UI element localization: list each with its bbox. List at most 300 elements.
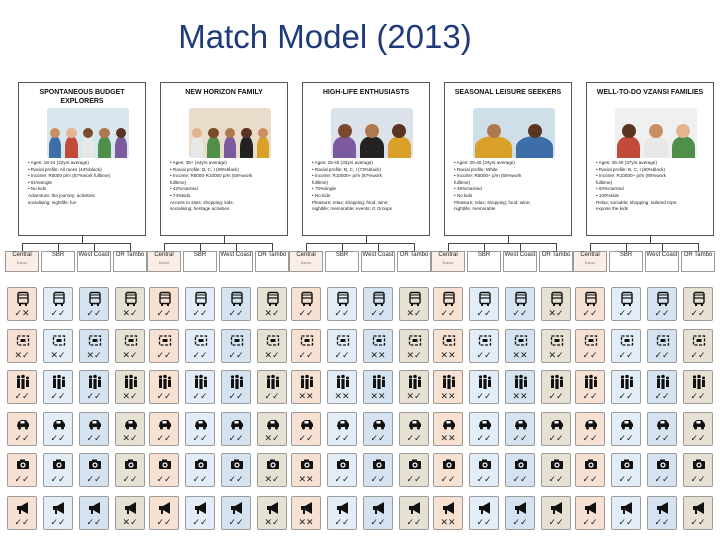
segment-photo bbox=[331, 108, 413, 158]
profile-line: fulltime) bbox=[170, 179, 187, 185]
column-header bbox=[361, 251, 395, 272]
column-header-sublabel: Karoo bbox=[584, 260, 596, 265]
connector-line bbox=[484, 243, 485, 251]
person-head bbox=[392, 124, 406, 138]
match-mark: ✓✓ bbox=[618, 518, 634, 528]
match-mark: ✕✕ bbox=[370, 392, 386, 402]
match-cell bbox=[399, 287, 429, 321]
match-cell bbox=[79, 329, 109, 363]
match-cell bbox=[469, 370, 499, 404]
column-header bbox=[113, 251, 147, 272]
camera-icon bbox=[194, 457, 208, 473]
match-mark: ✓✓ bbox=[654, 434, 670, 444]
match-cell bbox=[541, 370, 571, 404]
bus-icon bbox=[584, 291, 598, 307]
match-mark: ✓✓ bbox=[192, 434, 208, 444]
connector-line bbox=[164, 243, 165, 251]
person-head bbox=[365, 124, 379, 138]
match-mark: ✓✓ bbox=[582, 518, 598, 528]
column-header-label: West Coast bbox=[646, 252, 678, 258]
match-cell bbox=[399, 370, 429, 404]
profile-line: • 70%single bbox=[312, 186, 337, 192]
megaphone-icon bbox=[52, 500, 66, 516]
match-cell bbox=[433, 287, 463, 321]
segment-title: NEW HORIZON FAMILY bbox=[185, 89, 263, 96]
match-cell bbox=[327, 370, 357, 404]
person-head bbox=[192, 128, 202, 138]
family-icon bbox=[124, 374, 138, 390]
person-head bbox=[676, 124, 690, 138]
car-icon bbox=[408, 416, 422, 432]
match-mark: ✓✓ bbox=[14, 475, 30, 485]
match-mark: ✓✓ bbox=[618, 475, 634, 485]
match-mark: ✕✓ bbox=[548, 351, 564, 361]
column-header bbox=[573, 251, 607, 272]
segment-photo bbox=[473, 108, 555, 158]
person-figure bbox=[475, 136, 512, 158]
match-cell bbox=[291, 370, 321, 404]
match-mark: ✓✓ bbox=[228, 392, 244, 402]
match-mark: ✓✓ bbox=[440, 475, 456, 485]
match-cell bbox=[7, 287, 37, 321]
match-cell bbox=[505, 287, 535, 321]
column-header-sublabel: Karoo bbox=[300, 260, 312, 265]
match-mark: ✕✓ bbox=[122, 309, 138, 319]
connector-line bbox=[448, 243, 449, 251]
match-mark: ✕✓ bbox=[406, 392, 422, 402]
profile-line: • Income: R5000-R10000 p/m (55%work bbox=[170, 173, 253, 179]
connector-line bbox=[236, 243, 237, 251]
accommodation-icon bbox=[550, 333, 564, 349]
camera-icon bbox=[514, 457, 528, 473]
match-mark: ✓✓ bbox=[192, 309, 208, 319]
match-cell bbox=[611, 287, 641, 321]
match-cell bbox=[149, 496, 179, 530]
match-cell bbox=[221, 453, 251, 487]
match-cell bbox=[221, 329, 251, 363]
connector-line bbox=[366, 236, 367, 243]
profile-line: • 60%married bbox=[596, 186, 624, 192]
connector-line bbox=[224, 236, 225, 243]
match-mark: ✓✓ bbox=[548, 475, 564, 485]
connector-line bbox=[342, 243, 343, 251]
match-cell bbox=[363, 412, 393, 446]
connector-line bbox=[22, 243, 23, 251]
car-icon bbox=[584, 416, 598, 432]
camera-icon bbox=[300, 457, 314, 473]
connector-line bbox=[590, 243, 698, 244]
match-mark: ✕✕ bbox=[334, 392, 350, 402]
profile-line: Pleasure; relax; shopping; food; wine; bbox=[454, 199, 531, 205]
match-mark: ✕✓ bbox=[264, 309, 280, 319]
family-icon bbox=[194, 374, 208, 390]
match-mark: ✕✕ bbox=[440, 351, 456, 361]
family-icon bbox=[692, 374, 706, 390]
match-cell bbox=[611, 370, 641, 404]
match-cell bbox=[433, 453, 463, 487]
column-header bbox=[5, 251, 39, 272]
profile-line: Access to sites; shopping; kids; bbox=[170, 199, 234, 205]
accommodation-icon bbox=[52, 333, 66, 349]
segment-card bbox=[18, 82, 146, 236]
match-mark: ✓✓ bbox=[618, 351, 634, 361]
camera-icon bbox=[52, 457, 66, 473]
bus-icon bbox=[194, 291, 208, 307]
match-mark: ✕✓ bbox=[264, 351, 280, 361]
match-cell bbox=[43, 496, 73, 530]
accommodation-icon bbox=[88, 333, 102, 349]
column-header-label: OR Tambo bbox=[257, 252, 287, 258]
profile-line: • 100%kids bbox=[596, 192, 619, 198]
person-head bbox=[208, 128, 218, 138]
person-figure bbox=[65, 136, 77, 158]
family-icon bbox=[442, 374, 456, 390]
person-figure bbox=[115, 136, 127, 158]
column-header-label: SBR bbox=[335, 252, 349, 258]
segment-card bbox=[302, 82, 430, 236]
accommodation-icon bbox=[514, 333, 528, 349]
column-header-sublabel: Karoo bbox=[16, 260, 28, 265]
column-header-sublabel: Karoo bbox=[442, 260, 454, 265]
match-cell bbox=[43, 329, 73, 363]
match-cell bbox=[79, 287, 109, 321]
match-cell bbox=[43, 370, 73, 404]
column-header bbox=[431, 251, 465, 272]
match-cell bbox=[291, 329, 321, 363]
column-header bbox=[467, 251, 501, 272]
profile-line: • Ages: 35+ (44yrs average) bbox=[170, 160, 227, 165]
match-cell bbox=[433, 412, 463, 446]
match-mark: ✕✕ bbox=[512, 351, 528, 361]
match-mark: ✕✓ bbox=[264, 475, 280, 485]
connector-line bbox=[590, 243, 591, 251]
bus-icon bbox=[230, 291, 244, 307]
accommodation-icon bbox=[194, 333, 208, 349]
profile-line: nightlife; memorable; events; G Groups bbox=[312, 206, 392, 212]
match-mark: ✓✓ bbox=[654, 309, 670, 319]
match-cell bbox=[363, 287, 393, 321]
match-mark: ✓✓ bbox=[86, 434, 102, 444]
match-cell bbox=[115, 496, 145, 530]
match-cell bbox=[363, 453, 393, 487]
accommodation-icon bbox=[478, 333, 492, 349]
match-cell bbox=[257, 370, 287, 404]
column-header-label: Central bbox=[296, 252, 316, 258]
bus-icon bbox=[52, 291, 66, 307]
match-mark: ✓✓ bbox=[654, 475, 670, 485]
accommodation-icon bbox=[266, 333, 280, 349]
connector-line bbox=[508, 236, 509, 243]
person-figure bbox=[207, 136, 219, 158]
match-cell bbox=[683, 496, 713, 530]
match-cell bbox=[149, 453, 179, 487]
match-mark: ✕✕ bbox=[512, 392, 528, 402]
person-head bbox=[225, 128, 235, 138]
car-icon bbox=[300, 416, 314, 432]
match-cell bbox=[647, 287, 677, 321]
person-figure bbox=[49, 136, 61, 158]
column-header-label: SBR bbox=[619, 252, 633, 258]
match-mark: ✓✓ bbox=[406, 475, 422, 485]
accommodation-icon bbox=[692, 333, 706, 349]
match-cell bbox=[327, 287, 357, 321]
match-cell bbox=[575, 370, 605, 404]
column-header bbox=[219, 251, 253, 272]
column-header-label: West Coast bbox=[362, 252, 394, 258]
family-icon bbox=[372, 374, 386, 390]
match-cell bbox=[115, 370, 145, 404]
person-figure bbox=[224, 136, 236, 158]
match-cell bbox=[683, 370, 713, 404]
match-cell bbox=[185, 453, 215, 487]
connector-line bbox=[82, 236, 83, 243]
match-cell bbox=[257, 287, 287, 321]
family-icon bbox=[514, 374, 528, 390]
segment-card bbox=[586, 82, 714, 236]
match-mark: ✓✓ bbox=[548, 392, 564, 402]
match-cell bbox=[505, 496, 535, 530]
match-mark: ✓✓ bbox=[690, 351, 706, 361]
match-mark: ✕✓ bbox=[122, 518, 138, 528]
match-mark: ✓✓ bbox=[582, 392, 598, 402]
column-header-label: OR Tambo bbox=[399, 252, 429, 258]
person-head bbox=[83, 128, 93, 138]
column-header-label: Central bbox=[12, 252, 32, 258]
person-figure bbox=[333, 136, 356, 158]
profile-line: Pleasure; relax; shopping; food; wine; bbox=[312, 199, 389, 205]
megaphone-icon bbox=[692, 500, 706, 516]
match-cell bbox=[185, 287, 215, 321]
match-cell bbox=[611, 412, 641, 446]
car-icon bbox=[230, 416, 244, 432]
accommodation-icon bbox=[336, 333, 350, 349]
match-mark: ✓✓ bbox=[618, 309, 634, 319]
person-head bbox=[258, 128, 268, 138]
connector-line bbox=[94, 243, 95, 251]
segment-profile bbox=[596, 160, 709, 213]
column-header bbox=[77, 251, 111, 272]
match-mark: ✓✓ bbox=[618, 434, 634, 444]
match-mark: ✕✓ bbox=[548, 309, 564, 319]
match-mark: ✕✓ bbox=[406, 351, 422, 361]
column-header-label: OR Tambo bbox=[541, 252, 571, 258]
match-cell bbox=[185, 496, 215, 530]
bus-icon bbox=[300, 291, 314, 307]
match-cell bbox=[79, 412, 109, 446]
car-icon bbox=[88, 416, 102, 432]
match-cell bbox=[469, 412, 499, 446]
profile-line: • No kids bbox=[454, 192, 473, 198]
match-cell bbox=[185, 412, 215, 446]
accommodation-icon bbox=[124, 333, 138, 349]
match-mark: ✓✓ bbox=[654, 351, 670, 361]
profile-line: • Racial profile: White bbox=[454, 166, 498, 172]
segment-title: WELL-TO-DO VZANSI FAMILIES bbox=[596, 89, 704, 96]
profile-line: • Racial profile: B, C, I (69%black) bbox=[170, 166, 240, 172]
profile-line: • 42%married bbox=[170, 186, 198, 192]
match-cell bbox=[363, 329, 393, 363]
camera-icon bbox=[336, 457, 350, 473]
match-mark: ✓✓ bbox=[228, 518, 244, 528]
person-head bbox=[622, 124, 636, 138]
car-icon bbox=[124, 416, 138, 432]
connector-line bbox=[378, 243, 379, 251]
match-mark: ✓✓ bbox=[690, 434, 706, 444]
profile-line: Adventure; the journey; activities; bbox=[28, 192, 96, 198]
match-mark: ✓✓ bbox=[370, 434, 386, 444]
match-cell bbox=[79, 496, 109, 530]
bus-icon bbox=[408, 291, 422, 307]
connector-line bbox=[130, 243, 131, 251]
match-cell bbox=[505, 412, 535, 446]
match-mark: ✓✓ bbox=[582, 475, 598, 485]
person-head bbox=[338, 124, 352, 138]
match-mark: ✓✓ bbox=[476, 392, 492, 402]
match-cell bbox=[7, 496, 37, 530]
connector-line bbox=[306, 243, 414, 244]
match-mark: ✓✓ bbox=[86, 392, 102, 402]
connector-line bbox=[306, 243, 307, 251]
match-mark: ✓✓ bbox=[192, 392, 208, 402]
accommodation-icon bbox=[442, 333, 456, 349]
family-icon bbox=[408, 374, 422, 390]
person-head bbox=[487, 124, 501, 138]
bus-icon bbox=[478, 291, 492, 307]
match-mark: ✓✓ bbox=[370, 475, 386, 485]
column-header-label: OR Tambo bbox=[115, 252, 145, 258]
match-cell bbox=[505, 453, 535, 487]
match-cell bbox=[541, 496, 571, 530]
match-mark: ✓✓ bbox=[440, 309, 456, 319]
column-header bbox=[539, 251, 573, 272]
match-cell bbox=[469, 496, 499, 530]
accommodation-icon bbox=[408, 333, 422, 349]
match-mark: ✓✓ bbox=[14, 434, 30, 444]
megaphone-icon bbox=[124, 500, 138, 516]
car-icon bbox=[336, 416, 350, 432]
match-mark: ✓✓ bbox=[476, 518, 492, 528]
match-cell bbox=[683, 453, 713, 487]
person-head bbox=[66, 128, 76, 138]
match-cell bbox=[43, 453, 73, 487]
match-cell bbox=[611, 329, 641, 363]
match-mark: ✓✓ bbox=[690, 475, 706, 485]
segment-photo bbox=[189, 108, 271, 158]
profile-line: • 48%married bbox=[454, 186, 482, 192]
match-mark: ✕✓ bbox=[122, 392, 138, 402]
camera-icon bbox=[408, 457, 422, 473]
match-cell bbox=[363, 496, 393, 530]
bus-icon bbox=[124, 291, 138, 307]
segment-profile bbox=[28, 160, 141, 206]
column-header bbox=[609, 251, 643, 272]
column-header bbox=[255, 251, 289, 272]
camera-icon bbox=[656, 457, 670, 473]
profile-line: • No kids bbox=[312, 192, 331, 198]
column-header-label: Central bbox=[154, 252, 174, 258]
accommodation-icon bbox=[158, 333, 172, 349]
profile-line: fulltime) bbox=[454, 179, 471, 185]
person-figure bbox=[672, 136, 695, 158]
profile-line: • Income: R5000 p/m (57%work fulltime) bbox=[28, 173, 111, 179]
match-mark: ✓✓ bbox=[618, 392, 634, 402]
connector-line bbox=[272, 243, 273, 251]
match-mark: ✓✓ bbox=[192, 518, 208, 528]
match-cell bbox=[149, 329, 179, 363]
column-header bbox=[325, 251, 359, 272]
family-icon bbox=[584, 374, 598, 390]
megaphone-icon bbox=[300, 500, 314, 516]
match-mark: ✓✕ bbox=[14, 309, 30, 319]
family-icon bbox=[656, 374, 670, 390]
match-cell bbox=[469, 453, 499, 487]
megaphone-icon bbox=[372, 500, 386, 516]
accommodation-icon bbox=[620, 333, 634, 349]
match-mark: ✓✓ bbox=[476, 475, 492, 485]
column-header bbox=[645, 251, 679, 272]
match-cell bbox=[257, 329, 287, 363]
car-icon bbox=[550, 416, 564, 432]
profile-line: • Ages: 35-45 (37yrs average) bbox=[596, 160, 657, 165]
match-mark: ✕✓ bbox=[264, 518, 280, 528]
match-cell bbox=[185, 370, 215, 404]
match-mark: ✕✕ bbox=[440, 518, 456, 528]
match-mark: ✓✓ bbox=[228, 434, 244, 444]
bus-icon bbox=[158, 291, 172, 307]
match-mark: ✕✓ bbox=[86, 351, 102, 361]
camera-icon bbox=[266, 457, 280, 473]
person-head bbox=[50, 128, 60, 138]
match-mark: ✓✓ bbox=[192, 351, 208, 361]
segment-card bbox=[444, 82, 572, 236]
match-cell bbox=[647, 329, 677, 363]
family-icon bbox=[266, 374, 280, 390]
match-mark: ✓✓ bbox=[156, 518, 172, 528]
match-mark: ✓✓ bbox=[298, 309, 314, 319]
match-mark: ✓✓ bbox=[476, 434, 492, 444]
accommodation-icon bbox=[230, 333, 244, 349]
match-cell bbox=[575, 453, 605, 487]
match-cell bbox=[647, 412, 677, 446]
match-cell bbox=[185, 329, 215, 363]
car-icon bbox=[478, 416, 492, 432]
match-mark: ✓✓ bbox=[50, 434, 66, 444]
segment-title: SPONTANEOUS BUDGET EXPLORERS bbox=[39, 89, 125, 105]
profile-line: • Income: R10000+ p/m (90%work bbox=[596, 173, 666, 179]
match-mark: ✓✓ bbox=[86, 518, 102, 528]
match-mark: ✓✓ bbox=[156, 351, 172, 361]
person-figure bbox=[98, 136, 110, 158]
match-cell bbox=[257, 412, 287, 446]
profile-line: • Income: R5000+ p/m (55%work bbox=[454, 173, 522, 179]
match-mark: ✓✓ bbox=[298, 351, 314, 361]
connector-line bbox=[200, 243, 201, 251]
camera-icon bbox=[16, 457, 30, 473]
camera-icon bbox=[372, 457, 386, 473]
family-icon bbox=[620, 374, 634, 390]
person-figure bbox=[617, 136, 640, 158]
megaphone-icon bbox=[550, 500, 564, 516]
match-cell bbox=[611, 496, 641, 530]
match-cell bbox=[433, 329, 463, 363]
match-mark: ✓✓ bbox=[512, 434, 528, 444]
match-cell bbox=[115, 329, 145, 363]
car-icon bbox=[692, 416, 706, 432]
connector-line bbox=[650, 236, 651, 243]
family-icon bbox=[52, 374, 66, 390]
match-mark: ✓✓ bbox=[582, 351, 598, 361]
camera-icon bbox=[620, 457, 634, 473]
